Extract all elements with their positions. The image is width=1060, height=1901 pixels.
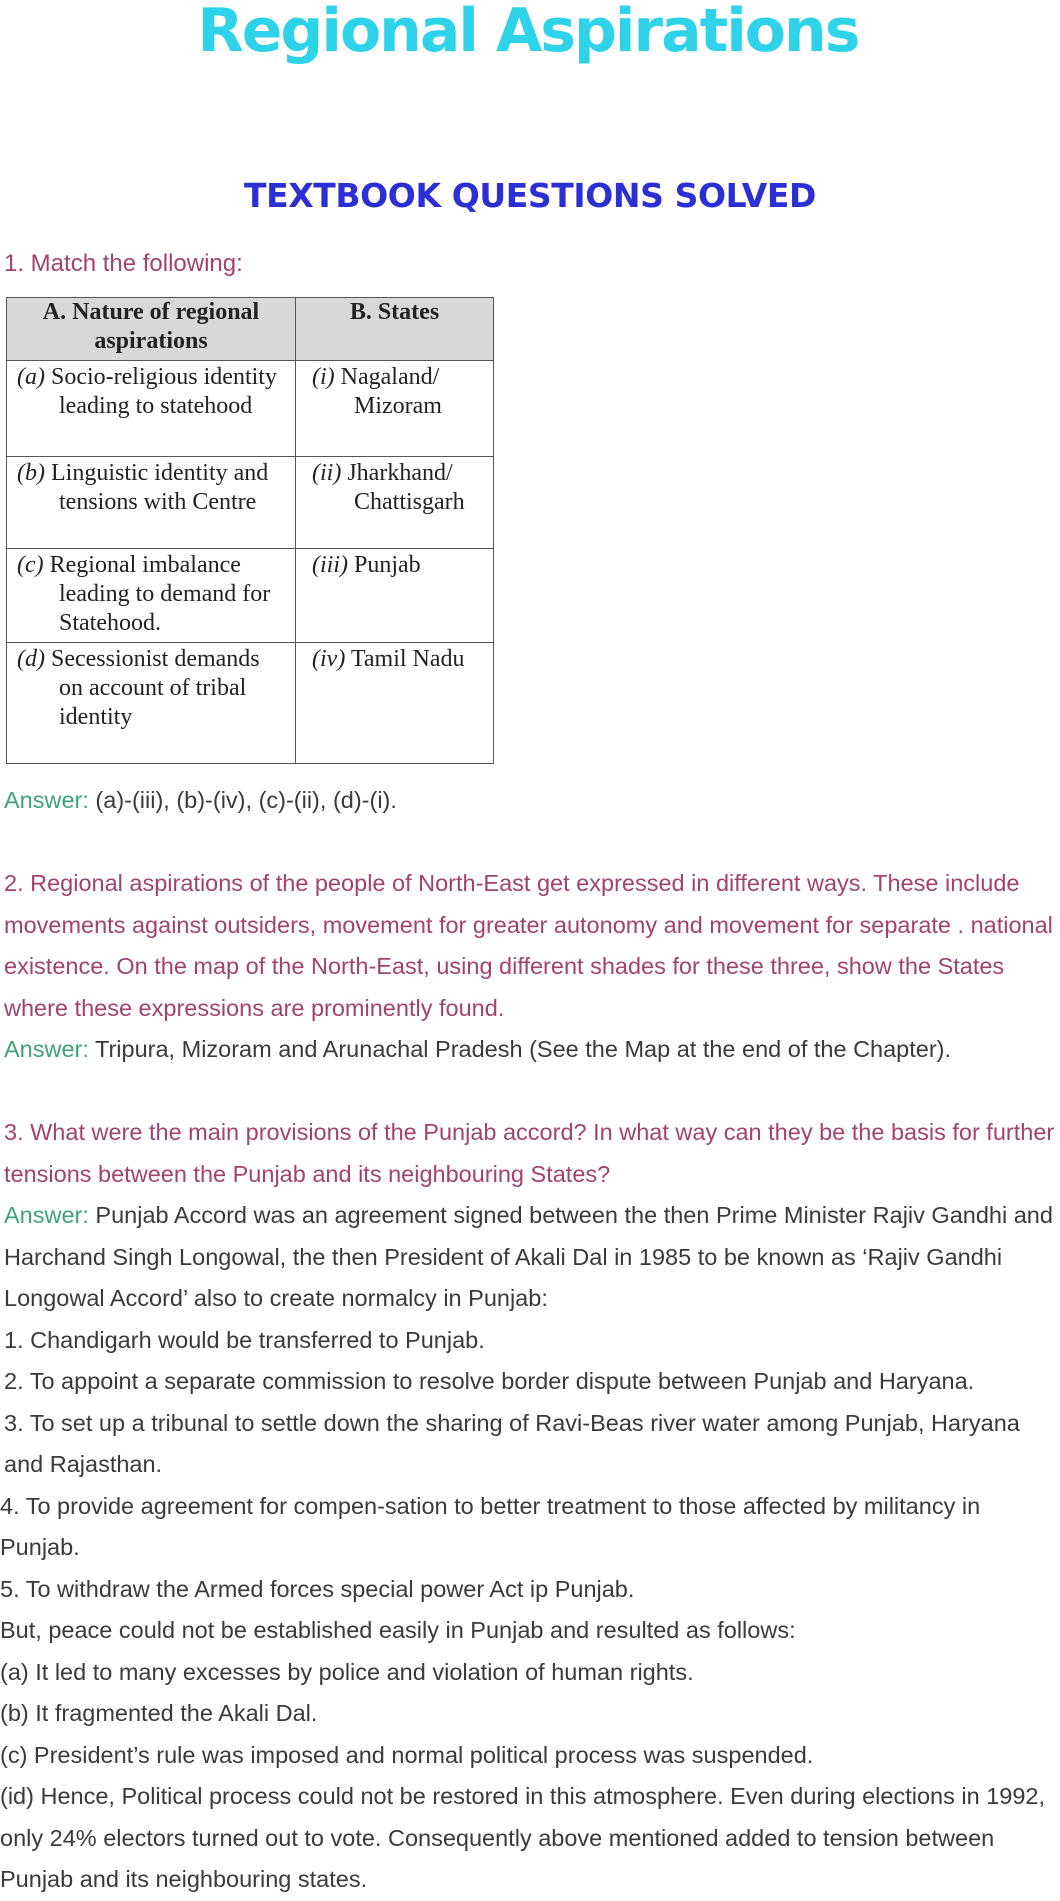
list-item: 1. Chandigarh would be transferred to Punjab. (4, 1326, 485, 1353)
list-item: (c) President’s rule was imposed and normal political process was suspended. (0, 1741, 814, 1768)
question-2: 2. Regional aspirations of the people of North-East get expressed in different ways. These include movements against outsiders, movement for greater autonomy and movement for separate . national existence. On the map of the North-East, using different shades for these three, show the States where these expressions are prominently found. (4, 870, 1053, 1021)
table-row (7, 643, 494, 764)
match-table (6, 297, 494, 764)
list-item: (id) Hence, Political process could not be restored in this atmosphere. Even during elections in 1992, only 24% electors turned out to vote. Consequently above mentioned added to tension between Punjab and its neighbouring states. (0, 1783, 1046, 1892)
list-item: (b) It fragmented the Akali Dal. (0, 1700, 318, 1726)
table-cell-a: (a) Socio-religious identity leading to statehood (7, 361, 296, 457)
table-row (7, 457, 494, 549)
list-item: 5. To withdraw the Armed forces special power Act ip Punjab. (0, 1575, 635, 1602)
list-item: (a) It led to many excesses by police and violation of human rights. (0, 1658, 694, 1685)
section-heading: TEXTBOOK QUESTIONS SOLVED (244, 176, 816, 215)
result-intro: But, peace could not be established easily in Punjab and resulted as follows: (0, 1617, 796, 1643)
table-cell-b: (ii) Jharkhand/ Chattisgarh (296, 457, 494, 549)
answer-2: Answer: Tripura, Mizoram and Arunachal Pradesh (See the Map at the end of the Chapter). (4, 1036, 952, 1062)
list-item: 4. To provide agreement for compen-sation to better treatment to those affected by militancy in Punjab. (0, 1492, 981, 1560)
table-cell-b: (i) Nagaland/ Mizoram (296, 361, 494, 457)
table-cell-b: (iii) Punjab (296, 549, 494, 643)
answer-label: Answer: (4, 1202, 89, 1228)
table-cell-a: (c) Regional imbalance leading to demand for Statehood. (7, 549, 296, 643)
table-cell-a: (d) Secessionist demands on account of tribal identity (7, 643, 296, 764)
table-header-row (7, 298, 494, 361)
list-item: 2. To appoint a separate commission to resolve border dispute between Punjab and Haryana. (4, 1368, 975, 1394)
answer-label: Answer: (4, 1036, 89, 1062)
table-row (7, 549, 494, 643)
content-body (0, 780, 1060, 1901)
table-header-a: A. Nature of regional aspirations (7, 298, 296, 361)
table-header-b: B. States (296, 298, 494, 361)
list-item: 3. To set up a tribunal to settle down the sharing of Ravi-Beas river water among Punjab, Haryana and Rajasthan. (4, 1409, 1020, 1477)
table-cell-a: (b) Linguistic identity and tensions with Centre (7, 457, 296, 549)
question-3: 3. What were the main provisions of the Punjab accord? In what way can they be the basis for further tensions between the Punjab and its neighbouring States? (4, 1119, 1055, 1187)
table-row (7, 361, 494, 457)
answer-label: Answer: (4, 787, 89, 813)
answer-3-intro: Answer: Punjab Accord was an agreement signed between the then Prime Minister Rajiv Gandhi and Harchand Singh Longowal, the then President of Akali Dal in 1985 to be known as ‘Rajiv Gandhi Longowal Accord’ also to create normalcy in Punjab: (4, 1202, 1053, 1311)
question-1: 1. Match the following: (4, 250, 243, 277)
answer-1: Answer: (a)-(iii), (b)-(iv), (c)-(ii), (d)-(i). (4, 787, 397, 813)
table-cell-b: (iv) Tamil Nadu (296, 643, 494, 764)
page-title: Regional Aspirations (197, 0, 859, 66)
